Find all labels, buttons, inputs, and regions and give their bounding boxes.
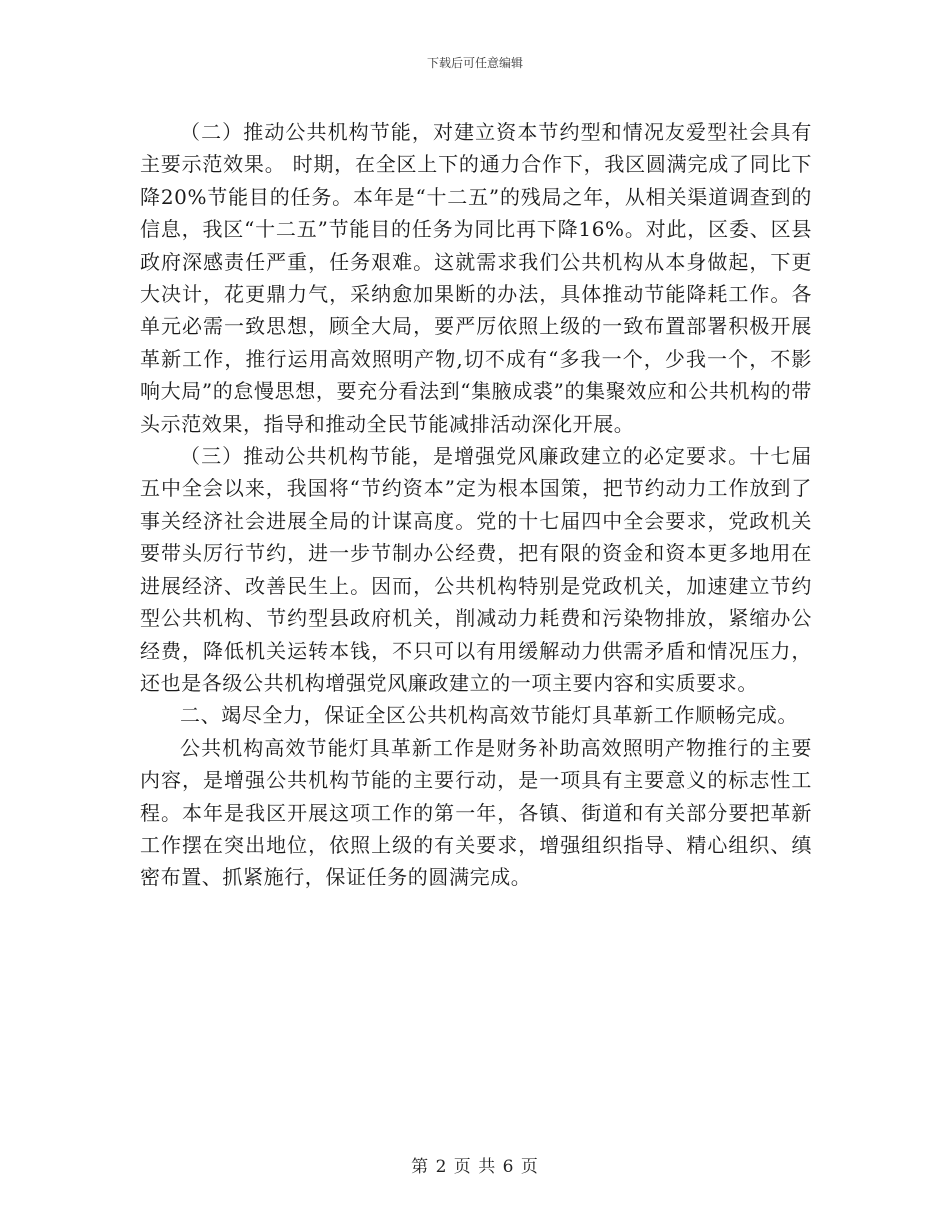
paragraph-3: 二、竭尽全力，保证全区公共机构高效节能灯具革新工作顺畅完成。 (180, 703, 798, 728)
paragraph-4: 公共机构高效节能灯具革新工作是财务补助高效照明产物推行的主要内容，是增强公共机构节能的主要行动，是一项具有主要意义的标志性工程。本年是我区开展这项工作的第一年，各镇、街道和有关部分要把革新工作摆在突出地位，依照上级的有关要求，增强组织指导、精心组织、缜密布置、抓紧施行，保证任务的圆满完成。 (140, 735, 812, 890)
paragraph-1: （二）推动公共机构节能，对建立资本节约型和情况友爱型社会具有主要示范效果。 时期，在全区上下的通力合作下，我区圆满完成了同比下降20%节能目的任务。本年是“十二五”的残局之年，从相关渠道调查到的信息，我区“十二五”节能目的任务为同比再下降16%。对此，区委、区县政府深感责任严重，任务艰难。这就需求我们公共机构从本身做起，下更大决计，花更鼎力气，采纳愈加果断的办法，具体推动节能降耗工作。各单元必需一致思想，顾全大局，要严厉依照上级的一致布置部署积极开展革新工作，推行运用高效照明产物,切不成有“多我一个，少我一个，不影响大局”的怠慢思想，要充分看法到“集腋成裘”的集聚效应和公共机构的带头示范效果，指导和推动全民节能减排活动深化开展。 (140, 120, 812, 436)
document-body (140, 116, 812, 894)
page-header-note: 下载后可任意编辑 (426, 56, 523, 70)
page-number: 第 2 页 共 6 页 (411, 1157, 539, 1177)
paragraph-2: （三）推动公共机构节能，是增强党风廉政建立的必定要求。十七届五中全会以来，我国将“节约资本”定为根本国策，把节约动力工作放到了事关经济社会进展全局的计谋高度。党的十七届四中全会要求，党政机关要带头厉行节约，进一步节制办公经费，把有限的资金和资本更多地用在进展经济、改善民生上。因而，公共机构特别是党政机关，加速建立节约型公共机构、节约型县政府机关，削减动力耗费和污染物排放，紧缩办公经费，降低机关运转本钱，不只可以有用缓解动力供需矛盾和情况压力，还也是各级公共机构增强党风廉政建立的一项主要内容和实质要求。 (140, 444, 812, 695)
